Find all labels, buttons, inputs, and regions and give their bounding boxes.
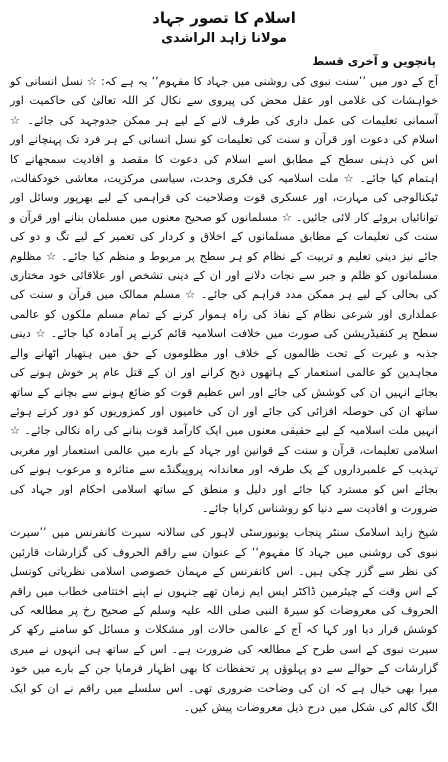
article-title: اسلام کا تصور جہاد bbox=[152, 9, 296, 27]
article-paragraph-1: آج کے دور میں ’’سنت نبوی کی روشنی میں جہاد کا مفہوم‘‘ یہ ہے کہ: ☆ نسل انسانی کو خواہشات کی غلامی اور عقل محض کی پیروی سے نکال کر اللہ تعالیٰ کی حاکمیت اور آسمانی تعلیمات کی عمل داری کی طرف لانے کے لیے ہر ممکن جدوجہد کی جائے۔ ☆ اسلام کی دعوت اور قرآن و سنت کی تعلیمات کو نسل انسانی کے ہر فرد تک پہنچانے اور اس کی ذہنی سطح کے مطابق اسے اسلام کی دعوت کا مقصد و افادیت سمجھانے کا اہتمام کیا جائے۔ ☆ ملت اسلامیہ کی فکری وحدت، سیاسی مرکزیت، معاشی خودکفالت، ٹیکنالوجی کی مہارت، اور عسکری قوت وصلاحیت کی فراہمی کے لیے بھرپور وسائل اور توانائیاں بروئے کار لائی جائیں۔ ☆ مسلمانوں کو صحیح معنوں میں مسلمان بنانے اور قرآن و سنت کی تعلیمات کے مطابق مسلمانوں کے اخلاق و کردار کی تعمیر کے لیے تگ و دو کی جائے نیز دینی تعلیم و تربیت کے نظام کو ہر سطح پر مربوط و منظم کیا جائے۔ ☆ مظلوم مسلمانوں کو ظلم و جبر سے نجات دلانے اور ان کے دینی تشخص اور علاقائی خود مختاری کی بحالی کے لیے ہر ممکن مدد فراہم کی جائے۔ ☆ مسلم ممالک میں قرآن و سنت کی عملداری اور شرعی نظام کے نفاذ کی راہ ہموار کرنے کے تمام مسلم ملکوں کو عالمی سطح پر کنفیڈریشن کی صورت میں خلافت اسلامیہ قائم کرنے پر آمادہ کیا جائے۔ ☆ دینی جذبہ و غیرت کے تحت ظالموں کے خلاف اور مظلوموں کے حق میں ہتھیار اٹھانے والے مجاہدین کو عالمی استعمار کے ہاتھوں ذبح کرانے اور ان کے قتل عام پر خوش ہونے کی بجائے انہیں ان کی کوشش کی جائے اور اس عظیم قوت کو ضائع ہونے سے بچانے کے ساتھ ساتھ ان کی حوصلہ افزائی کی جائے اور ان کی خامیوں اور کمزوریوں کو دور کرتے ہوئے انہیں ملت اسلامیہ کے لیے حقیقی معنوں میں ایک کارآمد قوت بنانے کی راہ نکالی جائے۔ ☆ اسلامی تعلیمات، قرآن و سنت کے قوانین اور جہاد کے بارے میں عالمی استعمار اور مغربی تہذیب کے علمبرداروں کے یک طرفہ اور معاندانہ پروپیگنڈے سے متاثرہ و مرعوب ہونے کی بجائے اس کو مسترد کیا جائے اور دلیل و منطق کے ساتھ اسلامی احکام اور جہاد کی ضرورت و افادیت سے دنیا کو روشناس کرایا جائے۔ bbox=[10, 75, 438, 515]
article-author: مولانا زاہد الراشدی bbox=[161, 31, 287, 46]
section-heading: پانچویں و آخری قسط bbox=[312, 54, 436, 68]
article-paragraph-2: شیخ زاید اسلامک سنٹر پنجاب یونیورسٹی لاہور کی سالانہ سیرت کانفرنس میں ’’سیرت نبوی کی روشنی میں جہاد کا مفہوم‘‘ کے عنوان سے راقم الحروف کی گزارشات قارئین کی نظر سے گزر چکی ہیں۔ اس کانفرنس کے مہمان خصوصی اسلامی نظریاتی کونسل کے اس وقت کے چیئرمین ڈاکٹر ایس ایم زمان تھے جنہوں نے اپنے اختتامی خطاب میں راقم الحروف کی معروضات کو سیرۃ النبی صلی اللہ علیہ وسلم کے صحیح رخ پر مطالعہ کی کوشش قرار دیا اور کہا کہ آج کے عالمی حالات اور مشکلات و مسائل کو سامنے رکھ کر سیرت نبوی کے اسی طرح کے مطالعہ کی ضرورت ہے۔ اس کے ساتھ ہی انہوں نے میری گزارشات کے حوالے سے دو پہلوؤں پر تحفظات کا بھی اظہار فرمایا جن کے بارے میں خود میرا بھی خیال ہے کہ ان کی وضاحت ضروری تھی۔ اس سلسلے میں راقم نے ان کو ایک الگ کالم کی شکل میں درج ذیل معروضات پیش کیں۔ bbox=[10, 526, 438, 714]
